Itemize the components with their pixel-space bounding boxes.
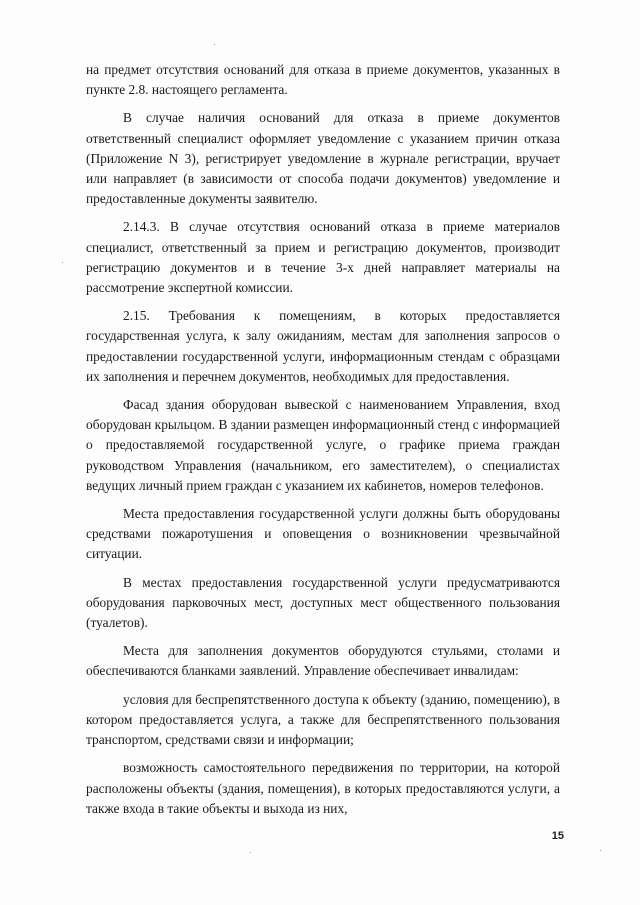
scan-speck	[600, 850, 601, 851]
scan-speck	[250, 852, 251, 853]
scan-speck	[62, 262, 63, 263]
document-body	[86, 60, 560, 827]
paragraph-refusal-grounds: В случае наличия оснований для отказа в приеме документов ответственный специалист оформляет уведомление с указанием причин отказа (Приложение N 3), регистрирует уведомление в журнале регистрации, вручает или направляет (в зависимости от способа подачи документов) уведомление и предоставленные документы заявителю.	[86, 110, 560, 207]
scan-speck	[214, 44, 215, 45]
paragraph-filling-places: Места для заполнения документов оборудуются стульями, столами и обеспечиваются бланками заявлений. Управление обеспечивает инвалидам:	[86, 643, 560, 679]
paragraph-movement: возможность самостоятельного передвижения по территории, на которой расположены объекты (здания, помещения), в которых предоставляются услуги, а также входа в такие объекты и выхода из них,	[86, 760, 560, 816]
paragraph-facade: Фасад здания оборудован вывеской с наименованием Управления, вход оборудован крыльцом. В здании размещен информационный стенд с информацией о предоставляемой государственной услуге, о графике приема граждан руководством Управления (начальником, его заместителем), о специалистах ведущих личный прием граждан с указанием их кабинетов, номеров телефонов.	[86, 397, 561, 493]
paragraph-fire-safety: Места предоставления государственной услуги должны быть оборудованы средствами пожаротушения и оповещения о возникновении чрезвычайной ситуации.	[86, 506, 560, 562]
paragraph-2-14-3: 2.14.3. В случае отсутствия оснований отказа в приеме материалов специалист, ответственный за прием и регистрацию документов, производит регистрацию документов и в течение 3-х дней направляет материалы на рассмотрение экспертной комиссии.	[86, 219, 560, 296]
paragraph-access-conditions: условия для беспрепятственного доступа к объекту (зданию, помещению), в котором предоставляется услуга, а также для беспрепятственного пользования транспортом, средствами связи и информации;	[86, 691, 560, 748]
paragraph-parking: В местах предоставления государственной услуги предусматриваются оборудования парковочных мест, доступных мест общественного пользования (туалетов).	[86, 574, 560, 631]
paragraph-2-15: 2.15. Требования к помещениям, в которых предоставляется государственная услуга, к залу ожиданиям, местам для заполнения запросов о предоставлении государственной услуги, информационным стендам с образцами их заполнения и перечнем документов, необходимых для предоставления.	[86, 308, 560, 384]
paragraph-continuation: на предмет отсутствия оснований для отказа в приеме документов, указанных в пункте 2.8. настоящего регламента.	[86, 62, 560, 98]
page-number: 15	[551, 830, 564, 842]
